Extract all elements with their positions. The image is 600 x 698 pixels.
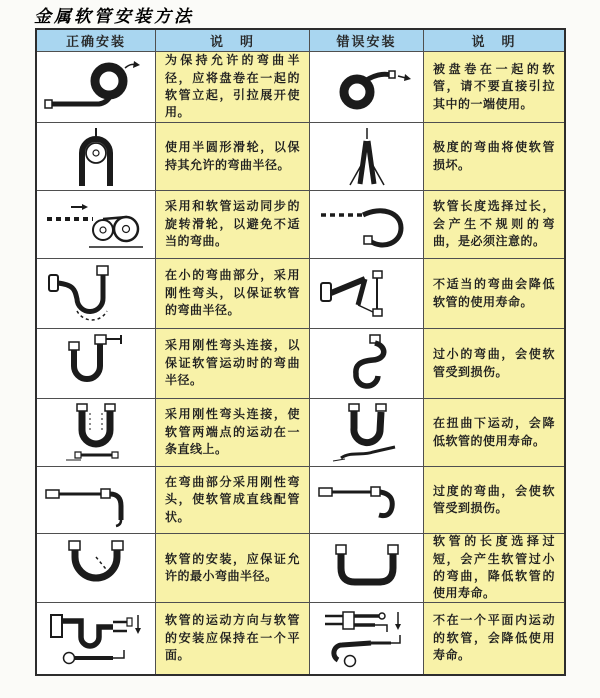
- correct-desc-text: 软管的运动方向与软管的安装应保持在一个平面。: [165, 613, 300, 663]
- wrong-desc-text: 极度的弯曲将使软管损坏。: [433, 140, 555, 172]
- wrong-image-cell: [310, 534, 424, 603]
- table-header-row: [37, 30, 564, 52]
- correct-desc-cell: [156, 399, 310, 467]
- table-row: [37, 259, 564, 329]
- correct-desc-text: 采用刚性弯头连接，以保证软管运动时的弯曲半径。: [165, 338, 300, 388]
- wrong-desc-cell: [424, 467, 564, 534]
- correct-desc-cell: [156, 259, 310, 329]
- wrong-desc-cell: [424, 259, 564, 329]
- hose-on-semicircular-pulley-icon: [41, 126, 151, 188]
- correct-image-cell: [37, 467, 156, 534]
- correct-image-cell: [37, 534, 156, 603]
- installation-table: [35, 28, 566, 676]
- wrong-desc-text: 软管长度选择过长，会产生不规则的弯曲，是必须注意的。: [433, 199, 555, 249]
- table-row: [37, 191, 564, 259]
- table-row: [37, 534, 564, 603]
- wrong-image-cell: [310, 123, 424, 191]
- hose-extreme-bend-icon: [315, 126, 419, 188]
- page-title: 金属软管安装方法: [34, 7, 194, 26]
- correct-image-cell: [37, 191, 156, 259]
- correct-desc-cell: [156, 467, 310, 534]
- wrong-desc-cell: [424, 399, 564, 467]
- correct-desc-text: 使用半圆形滑轮，以保持其允许的弯曲半径。: [165, 140, 300, 172]
- u-hose-ends-move-in-line-icon: [41, 402, 151, 464]
- correct-desc-text: 为保持允许的弯曲半径，应将盘卷在一起的软管立起，引拉展开使用。: [165, 53, 300, 120]
- correct-desc-cell: [156, 191, 310, 259]
- wrong-desc-text: 不适当的弯曲会降低软管的使用寿命。: [433, 277, 555, 309]
- u-hose-twisted-motion-icon: [315, 402, 419, 464]
- correct-image-cell: [37, 399, 156, 467]
- improper-bend-icon: [315, 263, 419, 325]
- hose-too-short-flat-bend-icon: [315, 537, 419, 599]
- correct-desc-text: 在小的弯曲部分，采用刚性弯头，以保证软管的弯曲半径。: [165, 268, 300, 318]
- u-hose-minimum-bend-radius-icon: [41, 537, 151, 599]
- wrong-desc-text: 不在一个平面内运动的软管，会降低使用寿命。: [433, 613, 555, 663]
- correct-image-cell: [37, 603, 156, 674]
- hose-with-synchronized-pulleys-icon: [41, 195, 151, 255]
- correct-desc-cell: [156, 123, 310, 191]
- rigid-elbow-at-small-bend-icon: [41, 263, 151, 325]
- header-correct-install: 正确安装: [37, 30, 156, 52]
- wrong-desc-text: 过度的弯曲，会使软管受到损伤。: [433, 483, 555, 515]
- hose-coil-pulled-directly-icon: [315, 57, 419, 117]
- hose-motion-in-one-plane-icon: [41, 607, 151, 671]
- header-description-2: 说 明: [424, 30, 564, 52]
- wrong-desc-cell: [424, 329, 564, 399]
- table-row: [37, 329, 564, 399]
- table-row: [37, 399, 564, 467]
- over-bent-hose-icon: [315, 470, 419, 530]
- hose-too-long-irregular-bend-icon: [315, 195, 419, 255]
- correct-image-cell: [37, 329, 156, 399]
- wrong-desc-text: 软管的长度选择过短，会产生软管过小的弯曲，降低软管的使用寿命。: [433, 534, 555, 601]
- wrong-desc-cell: [424, 123, 564, 191]
- header-description-1: 说 明: [156, 30, 310, 52]
- straight-piping-with-rigid-elbow-icon: [41, 470, 151, 530]
- header-wrong-install: 错误安装: [310, 30, 424, 52]
- table-row: [37, 123, 564, 191]
- table-row: [37, 603, 564, 674]
- correct-desc-text: 在弯曲部分采用刚性弯头，使软管成直线配管状。: [165, 474, 300, 524]
- table-row: [37, 52, 564, 123]
- correct-image-cell: [37, 259, 156, 329]
- correct-desc-text: 采用和软管运动同步的旋转滑轮，以避免不适当的弯曲。: [165, 199, 300, 249]
- wrong-desc-text: 在扭曲下运动，会降低软管的使用寿命。: [433, 416, 555, 448]
- hose-coil-stood-up-icon: [41, 57, 151, 117]
- correct-desc-cell: [156, 534, 310, 603]
- wrong-image-cell: [310, 467, 424, 534]
- wrong-image-cell: [310, 259, 424, 329]
- correct-desc-cell: [156, 52, 310, 123]
- wrong-desc-text: 被盘卷在一起的软管，请不要直接引拉其中的一端使用。: [433, 61, 555, 111]
- correct-desc-cell: [156, 329, 310, 399]
- wrong-image-cell: [310, 603, 424, 674]
- wrong-image-cell: [310, 399, 424, 467]
- table-row: [37, 467, 564, 534]
- wrong-image-cell: [310, 329, 424, 399]
- wrong-desc-cell: [424, 52, 564, 123]
- correct-desc-text: 采用刚性弯头连接，使软管两端点的运动在一条直线上。: [165, 407, 300, 457]
- wrong-image-cell: [310, 191, 424, 259]
- wrong-desc-cell: [424, 534, 564, 603]
- wrong-desc-cell: [424, 603, 564, 674]
- wrong-image-cell: [310, 52, 424, 123]
- correct-desc-text: 软管的安装，应保证允许的最小弯曲半径。: [165, 551, 300, 583]
- correct-image-cell: [37, 123, 156, 191]
- correct-image-cell: [37, 52, 156, 123]
- hose-motion-out-of-plane-icon: [315, 607, 419, 671]
- wrong-desc-cell: [424, 191, 564, 259]
- rigid-elbow-connection-icon: [41, 333, 151, 395]
- too-small-bend-icon: [315, 333, 419, 395]
- wrong-desc-text: 过小的弯曲，会使软管受到损伤。: [433, 347, 555, 379]
- correct-desc-cell: [156, 603, 310, 674]
